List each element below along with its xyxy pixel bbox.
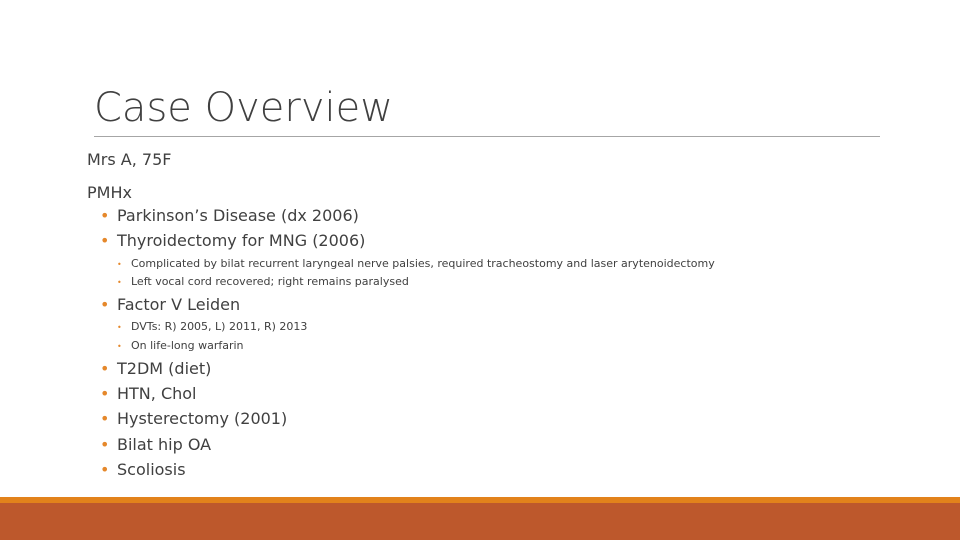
list-item: Thyroidectomy for MNG (2006) — [117, 231, 366, 250]
list-item: Bilat hip OA — [117, 435, 212, 454]
bullet-marker: • — [100, 295, 110, 314]
sub-list-item: DVTs: R) 2005, L) 2011, R) 2013 — [131, 320, 308, 333]
slide-title: Case Overview — [94, 85, 393, 131]
bullet-marker: • — [100, 206, 110, 225]
bullet-marker: • — [117, 323, 122, 332]
pmhx-heading: PMHx — [87, 183, 132, 202]
list-item: Factor V Leiden — [117, 295, 241, 314]
patient-summary: Mrs A, 75F — [87, 150, 172, 169]
sub-list-item: Complicated by bilat recurrent laryngeal nerve palsies, required tracheostomy and laser arytenoidectomy — [131, 257, 715, 270]
list-item: HTN, Chol — [117, 384, 197, 403]
bullet-marker: • — [100, 359, 110, 378]
list-item: Scoliosis — [117, 460, 186, 479]
footer-bar — [0, 503, 960, 540]
bullet-marker: • — [117, 342, 122, 351]
list-item: T2DM (diet) — [117, 359, 212, 378]
bullet-marker: • — [100, 460, 110, 479]
sub-list-item: Left vocal cord recovered; right remains paralysed — [131, 275, 409, 288]
bullet-marker: • — [117, 278, 122, 287]
list-item: Hysterectomy (2001) — [117, 409, 288, 428]
bullet-marker: • — [100, 231, 110, 250]
sub-list-item: On life-long warfarin — [131, 339, 244, 352]
title-underline — [94, 136, 880, 137]
bullet-marker: • — [100, 409, 110, 428]
bullet-marker: • — [100, 435, 110, 454]
list-item: Parkinson’s Disease (dx 2006) — [117, 206, 359, 225]
bullet-marker: • — [117, 260, 122, 269]
bullet-marker: • — [100, 384, 110, 403]
